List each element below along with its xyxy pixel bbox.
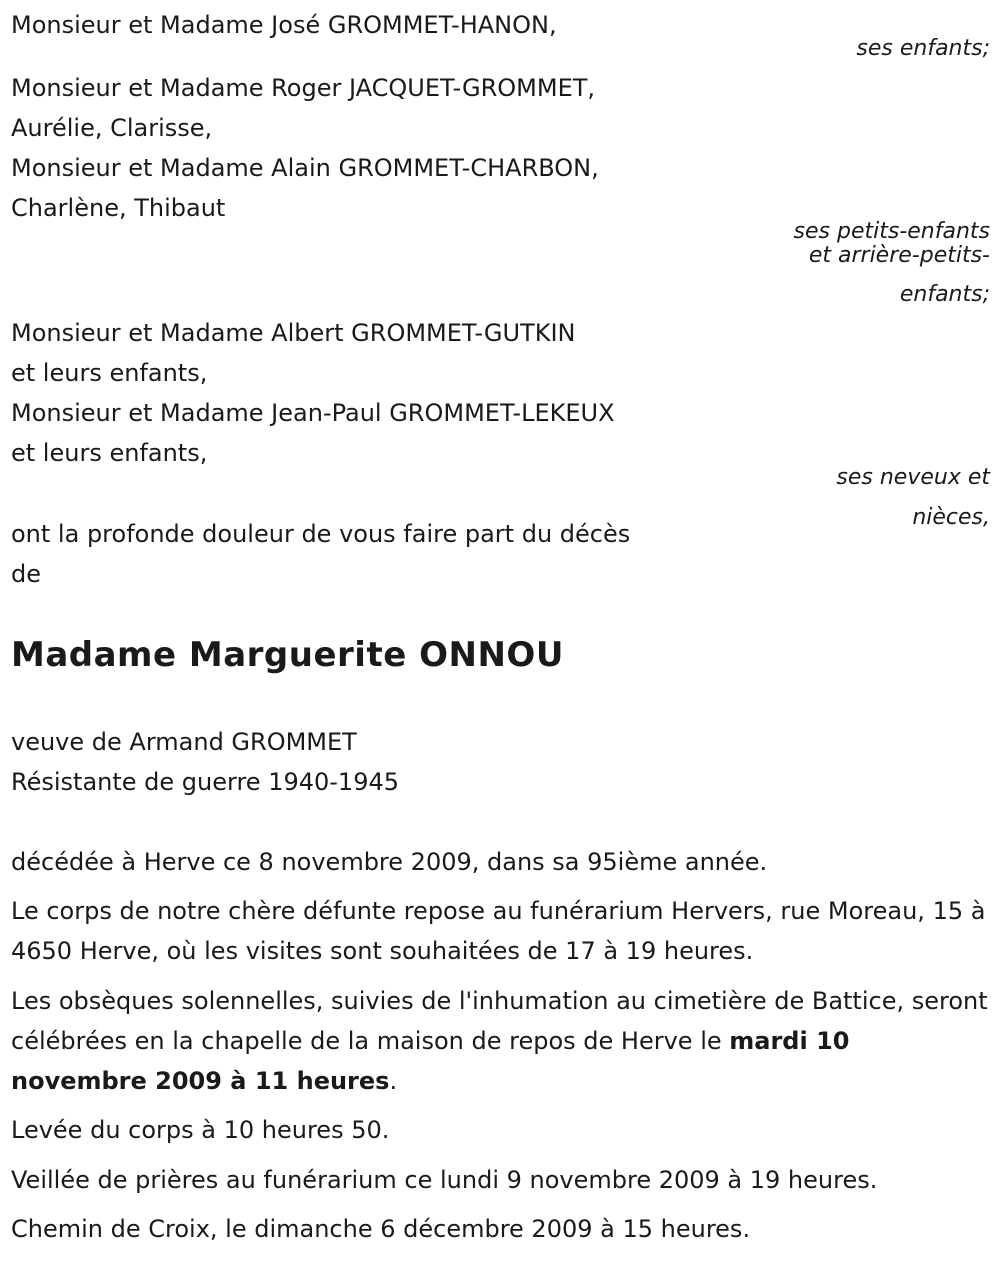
vigil-details: Veillée de prières au funérarium ce lundi 9 novembre 2009 à 19 heures. <box>11 1166 878 1194</box>
funeral-text: Les obsèques solennelles, suivies de l'inhumation au cimetière de Battice, seront célébrées en la chapelle de la maison de repos de Herve le <box>11 987 988 1055</box>
widow-of: veuve de Armand GROMMET <box>11 728 357 756</box>
grandchildren-line-2: Aurélie, Clarisse, <box>11 114 213 142</box>
nephews-label-1: ses neveux et <box>836 465 990 490</box>
body-rests-details: Le corps de notre chère défunte repose au funérarium Hervers, rue Moreau, 15 à 4650 Herve, où les visites sont souhaitées de 17 à 19 heures. <box>11 897 986 965</box>
nephews-line-1: Monsieur et Madame Albert GROMMET-GUTKIN <box>11 319 576 347</box>
grandchildren-line-3: Monsieur et Madame Alain GROMMET-CHARBON, <box>11 154 599 182</box>
announcement-line-2: de <box>11 560 41 588</box>
grandchildren-label-3: enfants; <box>899 282 990 307</box>
grandchildren-label-1: ses petits-enfants <box>793 219 990 244</box>
deceased-name: Madame Marguerite ONNOU <box>11 635 564 675</box>
nephews-line-2: et leurs enfants, <box>11 359 208 387</box>
grandchildren-label-2: et arrière-petits- <box>808 243 990 268</box>
funeral-details <box>11 981 991 1101</box>
funeral-date: mardi 10 novembre 2009 à 11 heures <box>11 1027 850 1095</box>
grandchildren-line-4: Charlène, Thibaut <box>11 194 226 222</box>
death-details: décédée à Herve ce 8 novembre 2009, dans sa 95ième année. <box>11 848 768 876</box>
children-line-1: Monsieur et Madame José GROMMET-HANON, <box>11 11 557 39</box>
announcement-line-1: ont la profonde douleur de vous faire part du décès <box>11 520 631 548</box>
lifting-details: Levée du corps à 10 heures 50. <box>11 1116 390 1144</box>
funeral-end: . <box>389 1067 398 1095</box>
cross-details: Chemin de Croix, le dimanche 6 décembre 2009 à 15 heures. <box>11 1215 751 1243</box>
nephews-label-2: nièces, <box>912 505 990 530</box>
nephews-line-3: Monsieur et Madame Jean-Paul GROMMET-LEKEUX <box>11 399 615 427</box>
grandchildren-line-1: Monsieur et Madame Roger JACQUET-GROMMET, <box>11 74 596 102</box>
deceased-title: Résistante de guerre 1940-1945 <box>11 768 400 796</box>
nephews-line-4: et leurs enfants, <box>11 439 208 467</box>
children-label: ses enfants; <box>856 36 990 61</box>
